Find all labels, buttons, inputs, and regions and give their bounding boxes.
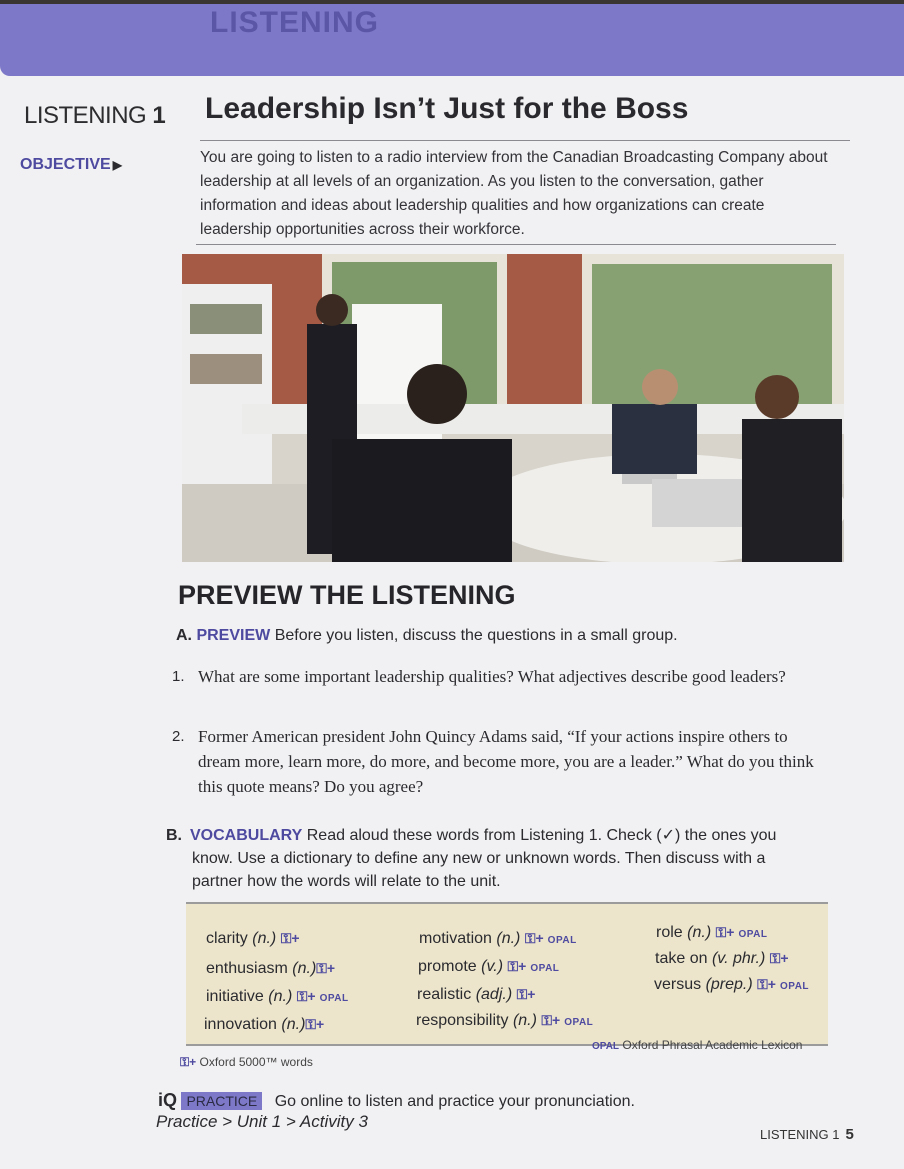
activity-a-label: PREVIEW <box>196 627 271 644</box>
page-title: Leadership Isn’t Just for the Boss <box>205 92 689 125</box>
oxford-key-icon: ⚿+ <box>524 930 544 946</box>
opal-legend-text: Oxford Phrasal Academic Lexicon <box>622 1038 803 1052</box>
iq-logo: iQ <box>158 1090 178 1110</box>
activity-a-text: Before you listen, discuss the questions in a small group. <box>274 627 678 644</box>
vocab-word <box>418 958 559 976</box>
word: realistic <box>417 986 472 1003</box>
vocab-word <box>206 930 304 948</box>
opal-tag: OPAL <box>547 935 577 946</box>
question-1 <box>172 664 832 689</box>
oxford-key-icon: ⚿+ <box>305 1016 325 1032</box>
part-of-speech: (n.) <box>268 988 293 1005</box>
word: enthusiasm <box>206 960 288 977</box>
part-of-speech: (n.) <box>281 1016 306 1033</box>
oxford-key-icon: ⚿+ <box>280 930 300 946</box>
activity-b-letter: B. <box>166 827 182 844</box>
vocab-word <box>416 1012 593 1030</box>
objective-text: OBJECTIVE <box>20 156 111 173</box>
activity-b-label: VOCABULARY <box>190 827 303 844</box>
part-of-speech: (prep.) <box>705 976 753 993</box>
vocab-word <box>419 930 577 948</box>
part-of-speech: (n.) <box>496 930 521 947</box>
opal-legend <box>592 1038 802 1052</box>
oxford-key-icon: ⚿+ <box>516 986 536 1002</box>
intro-paragraph: You are going to listen to a radio interview from the Canadian Broadcasting Company about leadership at all levels of an organization. As you listen to the conversation, gather information and ideas about leadership qualities and how organizations can create leadership opportunities across their workforce. <box>200 149 828 238</box>
part-of-speech: (adj.) <box>475 986 513 1003</box>
oxford-key-icon: ⚿+ <box>715 924 735 940</box>
intro-divider <box>196 244 836 245</box>
vocab-word <box>655 950 793 968</box>
oxford-key-icon: ⚿+ <box>757 976 776 992</box>
opal-tag: OPAL <box>530 963 560 974</box>
word: motivation <box>419 930 492 947</box>
title-divider <box>200 140 850 141</box>
vocab-word <box>206 960 339 978</box>
question-text: What are some important leadership qualities? What adjectives describe good leaders? <box>198 667 786 686</box>
part-of-speech: (n.) <box>687 924 712 941</box>
vocab-word <box>656 924 767 942</box>
word: clarity <box>206 930 248 947</box>
preview-heading: PREVIEW THE LISTENING <box>178 580 516 610</box>
practice-badge: PRACTICE <box>181 1092 262 1110</box>
word: versus <box>654 976 702 993</box>
oxford-key-icon: ⚿+ <box>180 1055 197 1069</box>
section-number: 1 <box>152 102 166 129</box>
activity-b <box>166 824 816 893</box>
vocabulary-box <box>186 902 828 1046</box>
word: initiative <box>206 988 264 1005</box>
footer-label: LISTENING 1 <box>760 1127 840 1142</box>
practice-text: Go online to listen and practice your pronunciation. <box>274 1093 635 1110</box>
part-of-speech: (v.) <box>481 958 504 975</box>
part-of-speech: (n.) <box>252 930 277 947</box>
vocab-word <box>654 976 809 994</box>
vocab-word <box>206 988 349 1006</box>
opal-tag: OPAL <box>738 929 768 940</box>
part-of-speech: (n.) <box>292 960 317 977</box>
vocab-word <box>204 1016 328 1034</box>
question-number: 2. <box>172 728 185 745</box>
header-band <box>0 4 904 76</box>
practice-line <box>158 1090 635 1111</box>
word: promote <box>418 958 477 975</box>
question-2 <box>172 724 832 799</box>
word: responsibility <box>416 1012 509 1029</box>
oxford-key-icon: ⚿+ <box>296 988 316 1004</box>
word: take on <box>655 950 708 967</box>
question-text: Former American president John Quincy Adams said, “If your actions inspire others to dream more, learn more, do more, and become more, you are a leader.” What do you think this quote means? Do you agree? <box>198 727 814 796</box>
oxford-key-icon: ⚿+ <box>541 1012 561 1028</box>
activity-b-body <box>166 824 816 893</box>
opal-tag: OPAL <box>780 981 810 992</box>
word: role <box>656 924 683 941</box>
activity-b-text: Read aloud these words from Listening 1. Check (✓) the ones you know. Use a dictionary to define any new or unknown words. Then discuss with a partner how the words will relate to the unit. <box>192 827 777 890</box>
opal-tag: OPAL <box>592 1041 620 1052</box>
activity-a-letter: A. <box>176 627 192 644</box>
page-number: 5 <box>845 1126 854 1143</box>
part-of-speech: (v. phr.) <box>711 950 766 967</box>
band-title: LISTENING <box>210 6 380 39</box>
practice-path: Practice > Unit 1 > Activity 3 <box>156 1112 368 1131</box>
section-label-text: LISTENING <box>24 102 147 129</box>
meeting-illustration <box>182 254 844 562</box>
part-of-speech: (n.) <box>512 1012 537 1029</box>
triangle-right-icon: ▶ <box>112 158 122 172</box>
question-number: 1. <box>172 668 185 685</box>
oxford-key-icon: ⚿+ <box>507 958 527 974</box>
oxford-key-icon: ⚿+ <box>316 960 336 976</box>
meeting-photo <box>182 254 844 562</box>
oxford-key-icon: ⚿+ <box>769 950 789 966</box>
oxford-legend-text: Oxford 5000™ words <box>199 1055 313 1069</box>
page-footer <box>760 1126 854 1143</box>
vocab-word <box>417 986 539 1004</box>
objective-label <box>20 156 122 174</box>
opal-tag: OPAL <box>319 993 349 1004</box>
opal-tag: OPAL <box>564 1017 594 1028</box>
section-label <box>24 102 165 130</box>
activity-a <box>176 627 678 645</box>
oxford-5000-legend <box>180 1055 313 1070</box>
word: innovation <box>204 1016 277 1033</box>
